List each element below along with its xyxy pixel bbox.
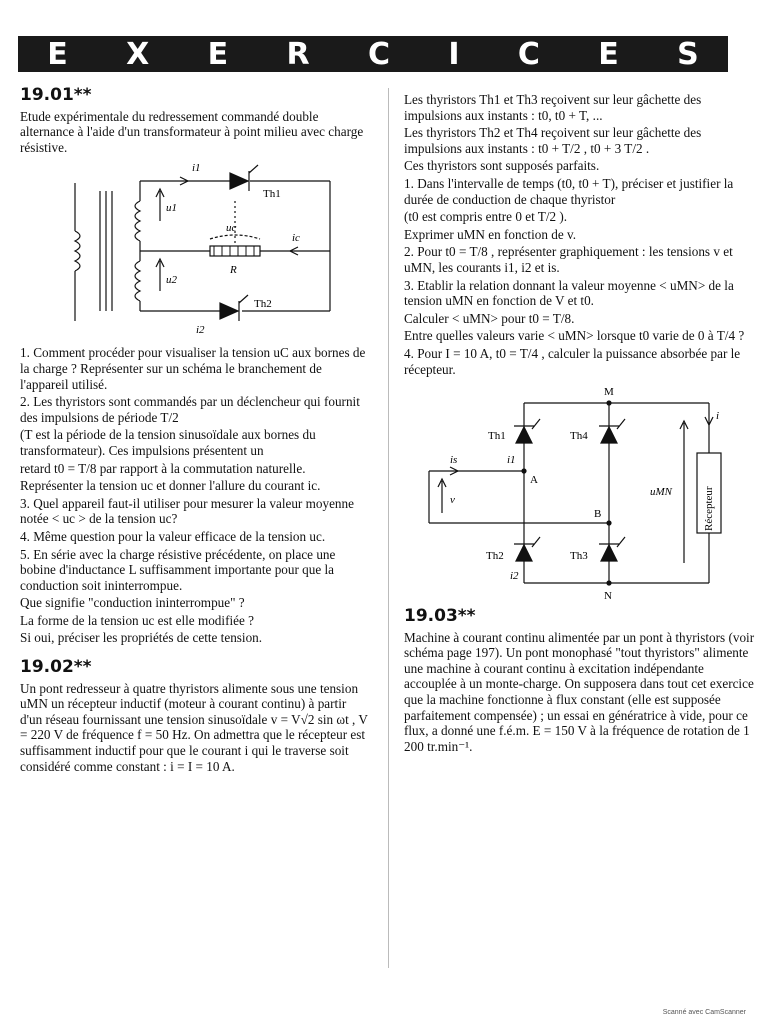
label-i1: i1 [192,162,201,175]
ex2-r6: Exprimer uMN en fonction de v. [404,226,577,242]
left-column [20,85,370,776]
label-th1: Th1 [263,188,281,201]
ex1-q4: 4. Même question pour la valeur efficace de la tension uc. [20,528,326,544]
ex1-q3: 3. Quel appareil faut-il utiliser pour mesurer la valeur moyenne notée < uc > de la tension uc? [20,495,354,527]
ex1-q2a: 2. Les thyristors sont commandés par un déclencheur qui fournit des impulsions de période T/2 [20,394,360,425]
ex1-q5c: La forme de la tension uc est elle modifiée ? [20,612,254,628]
exercise-19-03-title: 19.03** [404,606,476,627]
ex1-q5a: 5. En série avec la charge résistive précédente, on place une bobine d'inductance L suffisamment importante pour que la conduction soit ininterrompue. [20,546,336,593]
ex1-intro: Etude expérimentale du redressement commandé double alternance à l'aide d'un transformateur à point milieu avec charge résistive. [20,108,364,155]
label-u1: u1 [166,202,177,215]
transformer-rectifier-diagram [20,161,360,339]
ex1-q5b: Que signifie "conduction ininterrompue" ? [20,595,245,611]
label-a: A [530,474,538,487]
label-i2: i2 [196,324,205,337]
banner-letter: C [367,36,390,72]
label-uc: uc [226,222,237,235]
column-divider [388,88,389,968]
label-th3: Th3 [570,550,588,563]
banner-letter: S [677,36,699,72]
banner-letter: E [207,36,229,72]
label-m: M [604,386,614,399]
label-i1: i1 [507,454,516,467]
scanner-footer: Scanné avec CamScanner [662,1009,746,1016]
banner-letter: X [126,36,150,72]
label-th2: Th2 [254,298,272,311]
label-is: is [450,454,458,467]
label-v: v [450,494,455,507]
banner-letter: R [286,36,310,72]
ex2-r10: Entre quelles valeurs varie < uMN> lorsque t0 varie de 0 à T/4 ? [404,328,745,344]
label-u2: u2 [166,274,177,287]
banner-letter: E [47,36,68,72]
ex2-r4: 1. Dans l'intervalle de temps (t0, t0 + T), préciser et justifier la durée de conduction de chaque thyristor [404,175,734,207]
banner-letter: E [598,36,619,72]
label-umn: uMN [650,486,672,499]
label-r: R [230,264,237,277]
ex2-r11: 4. Pour I = 10 A, t0 = T/4 , calculer la puissance absorbée par le récepteur. [404,345,741,377]
label-th2: Th2 [486,550,504,563]
ex2-r8: 3. Etablir la relation donnant la valeur moyenne < uMN> de la tension uMN en fonction de V et t0. [404,277,734,309]
thyristor-bridge-diagram [404,383,754,603]
ex1-q2d: Représenter la tension uc et donner l'allure du courant ic. [20,478,321,494]
ex1-q1: 1. Comment procéder pour visualiser la tension uC aux bornes de la charge ? Représenter sur un schéma le branchement de l'appareil utilisé. [20,345,366,392]
banner-letter: I [448,36,460,72]
exercise-19-01-title: 19.01** [20,85,92,105]
right-column [404,92,756,756]
exercices-banner [18,36,728,72]
ex2-r9: Calculer < uMN> pour t0 = T/8. [404,310,575,326]
banner-letter: C [517,36,540,72]
label-th1: Th1 [488,430,506,443]
ex2-r7: 2. Pour t0 = T/8 , représenter graphiquement : les tensions v et uMN, les courants i1, i2 et is. [404,244,733,275]
label-i2: i2 [510,570,519,583]
label-i: i [716,410,720,423]
exercise-19-02-title: 19.02** [20,657,92,678]
recepteur-box-label: Récepteur [703,486,715,532]
label-n: N [604,590,612,603]
ex2-r1: Les thyristors Th1 et Th3 reçoivent sur leur gâchette des impulsions aux instants : t0, t0 + T, ... [404,92,702,123]
label-ic: ic [292,232,300,245]
label-th4: Th4 [570,430,588,443]
ex2-text: Un pont redresseur à quatre thyristors alimente sous une tension uMN un récepteur inductif (moteur à courant continu) à partir d'un réseau fournissant une tension sinusoïdale v = V√2 sin ωt , V = 220 V de fréquence f = 50 Hz. On admettra que le récepteur est suffisamment inductif pour que le courant i qui le traverse soit considéré comme constant : i = I = 10 A. [20,680,368,774]
ex1-q2c: retard t0 = T/8 par rapport à la commutation naturelle. [20,460,306,476]
ex2-r3: Ces thyristors sont supposés parfaits. [404,158,600,174]
ex2-r5: (t0 est compris entre 0 et T/2 ). [404,209,568,225]
ex3-text: Machine à courant continu alimentée par un pont à thyristors (voir schéma page 197). Un pont monophasé "tout thyristors" alimente une machine à courant continu à excitation indépendante accouplée à un monte-charge. On supposera dans tout cet exercice que la machine fonctionne à flux constant (elle est supposée parfaitement compensée) ; un essai en génératrice à vide, pour ce flux, a donné une f.é.m. E = 150 V à la fréquence de rotation de 1 200 tr.min⁻¹. [404,629,755,754]
label-b: B [594,508,602,521]
ex2-r2: Les thyristors Th2 et Th4 reçoivent sur leur gâchette des impulsions aux instants : t0 + T/2 , t0 + 3 T/2 . [404,125,702,156]
ex1-q5d: Si oui, préciser les propriétés de cette tension. [20,630,263,646]
ex1-q2b: (T est la période de la tension sinusoïdale aux bornes du transformateur). Ces impulsions présentent un [20,427,316,458]
